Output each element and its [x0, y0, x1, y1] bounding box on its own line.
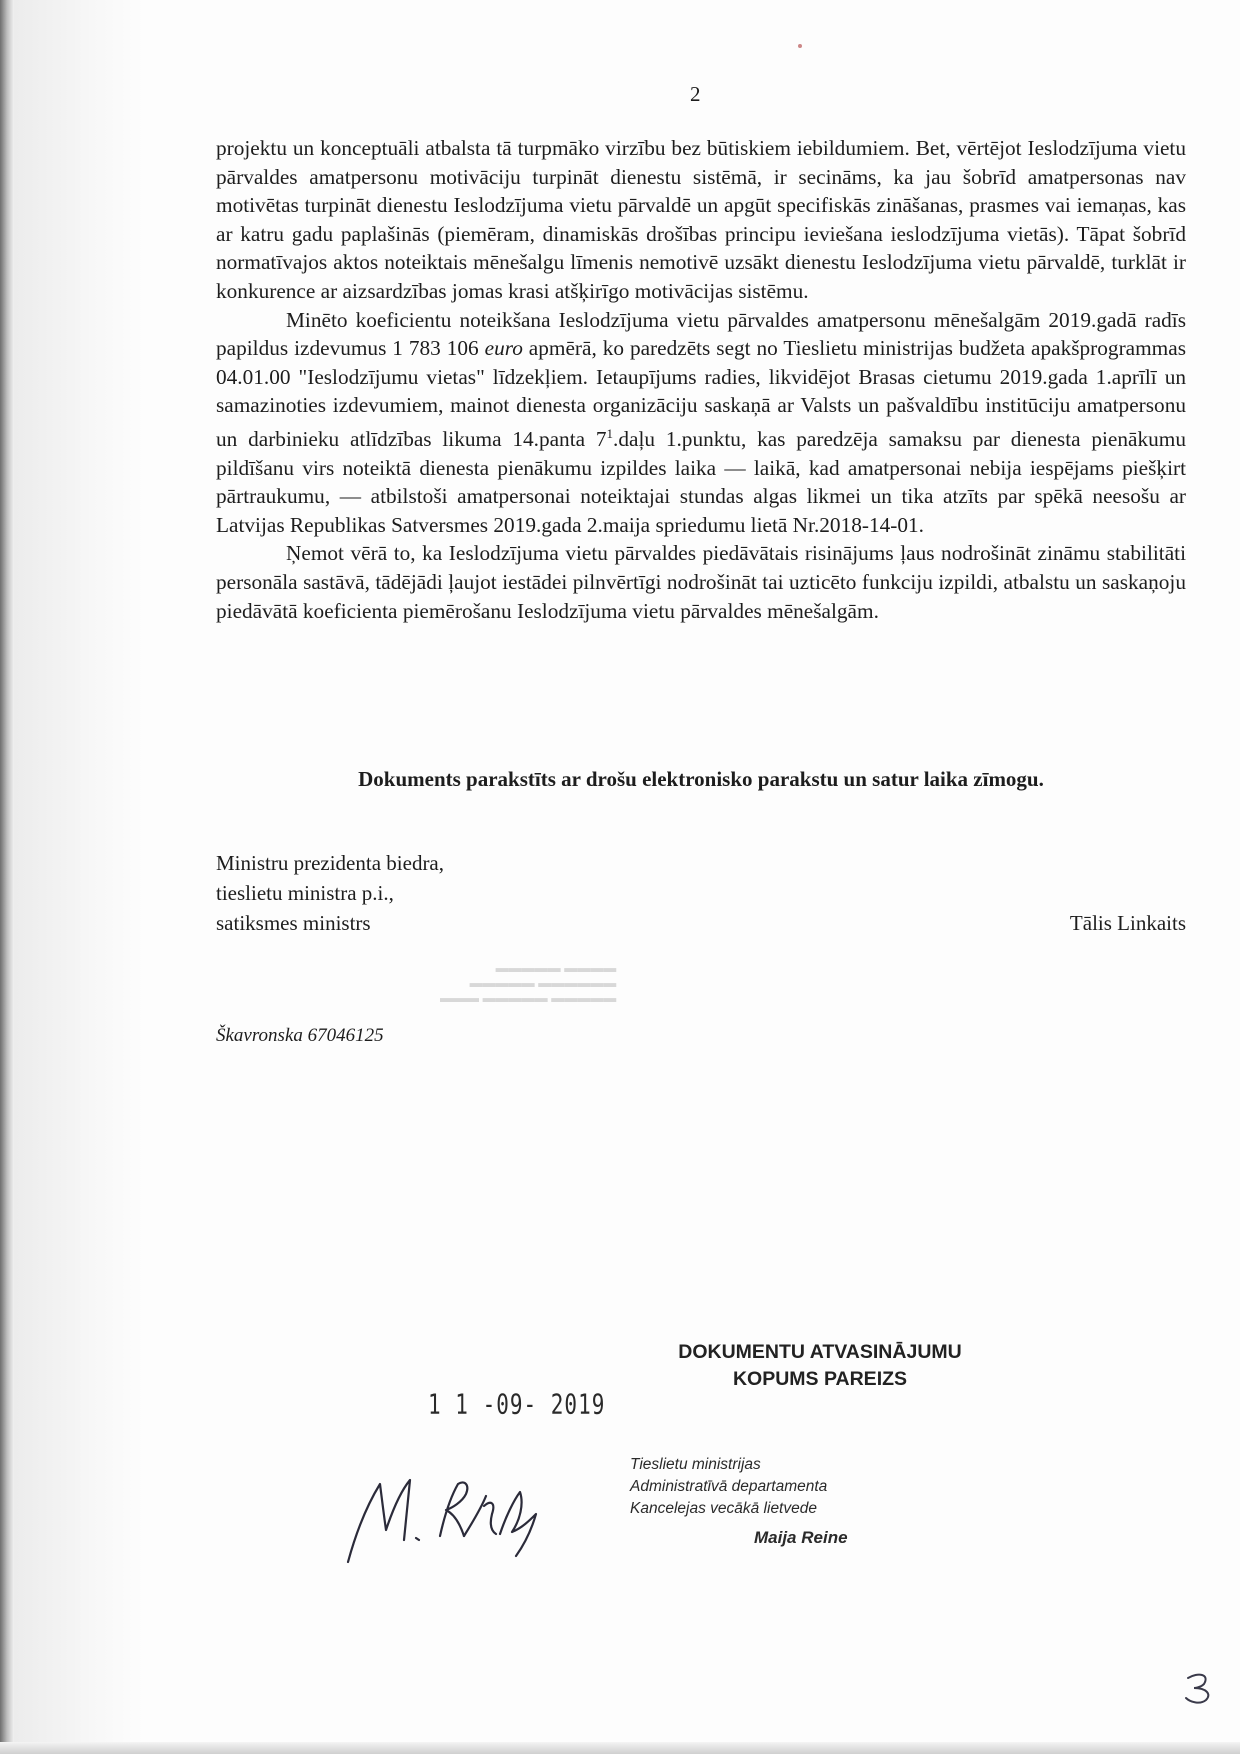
show-through-text: ▬▬▬▬ ▬▬▬▬▬ ▬▬▬▬▬▬ ▬▬▬▬▬ ▬▬▬▬▬ ▬▬▬▬▬ ▬▬▬	[440, 960, 617, 1005]
signer-position-line-3: satiksmes ministrs	[216, 911, 371, 935]
stamp-title-line-1: DOKUMENTU ATVASINĀJUMU	[678, 1341, 962, 1363]
page-number: 2	[690, 82, 701, 106]
scan-left-edge	[0, 0, 14, 1754]
electronic-signature-note: Dokuments parakstīts ar drošu elektronisko parakstu un satur laika zīmogu.	[358, 767, 1044, 791]
paragraph-2-part-b: apmērā, ko paredzēts segt no Tieslietu ministrijas budžeta apakšprogrammas 04.01.00 "Ieslodzījumu vietas" līdzekļiem. Ietaupījums radies, likvidējot Brasas cietumu 2019.gada 1.aprīlī un samazinoties izdevumiem, mainot dienesta organizāciju saskaņā ar Valsts un pašvaldību institūciju amatpersonu un darbinieku atlīdzības likuma 14.panta 7	[216, 336, 1186, 452]
contact-person: Škavronska 67046125	[216, 1025, 384, 1046]
currency-word: euro	[484, 336, 523, 361]
stamp-clerk-name: Maija Reine	[754, 1528, 848, 1547]
handwritten-page-mark	[1180, 1670, 1220, 1711]
paragraph-3: Ņemot vērā to, ka Ieslodzījuma vietu pārvaldes piedāvātais risinājums ļaus nodrošināt zināmu stabilitāti personāla sastāvā, tādējādi ļaujot iestādei pilnvērtīgi nodrošināt tai uzticēto funkciju izpildi, atbalstu un saskaņoju piedāvātā koeficienta piemērošanu Ieslodzījuma vietu pārvaldes mēnešalgām.	[216, 541, 1186, 623]
paragraph-2	[216, 306, 1186, 540]
scan-speck	[798, 44, 802, 48]
stamp-title-line-2: KOPUMS PAREIZS	[732, 1368, 908, 1390]
scan-shadow	[14, 0, 144, 1754]
stamp-line-2: Administratīvā departamenta	[630, 1478, 828, 1495]
stamp-line-3: Kancelejas vecākā lietvede	[630, 1500, 817, 1517]
signer-position-line-2: tieslietu ministra p.i.,	[216, 881, 394, 905]
paragraph-2-part-a: Minēto koeficientu noteikšana Ieslodzījuma vietu pārvaldes amatpersonu mēnešalgām 2019.gadā radīs papildus izdevumus 1 783 106	[216, 307, 1186, 361]
signer-position-line-1: Ministru prezidenta biedra,	[216, 851, 445, 875]
certification-stamp-title	[620, 1339, 1020, 1393]
paragraph-1: projektu un konceptuāli atbalsta tā turpmāko virzību bez būtiskiem iebildumiem. Bet, vērtējot Ieslodzījuma vietu pārvaldes amatpersonu motivāciju turpināt dienestu sistēmā, ir secināms, ka jau šobrīd amatpersonas nav motivētas turpināt dienestu Ieslodzījuma vietu pārvaldē un apgūt specifiskās zināšanas, prasmes vai iemaņas, kas ar katru gadu paplašinās (piemēram, dinamiskās drošības principu ieviešana ieslodzījuma vietās). Tāpat šobrīd normatīvajos aktos noteiktais mēnešalgu līmenis nemotivē uzsākt dienestu Ieslodzījuma vietu pārvaldē, turklāt ir konkurence ar aizsardzības jomas krasi atšķirīgo motivācijas sistēmu.	[216, 136, 1186, 303]
stamp-line-1: Tieslietu ministrijas	[630, 1456, 761, 1473]
signer-block	[216, 848, 1186, 938]
handwritten-signature	[340, 1470, 550, 1575]
paragraph-2-part-c: .daļu 1.punktu, kas paredzēja samaksu par dienesta pienākumu pildīšanu virs noteiktā dienesta pienākumu izpildes laika — laikā, kad amatpersonai nebija iespējams piešķirt pārtraukumu, — atbilstoši amatpersonai noteiktajai stundas algas likmei un tika atzīts par spēkā neesošu ar Latvijas Republikas Satversmes 2019.gada 2.maija spriedumu lietā Nr.2018-14-01.	[216, 427, 1186, 537]
scan-bottom-edge	[0, 1742, 1240, 1754]
signer-name: Tālis Linkaits	[1069, 911, 1186, 935]
letter-body	[216, 134, 1186, 625]
stamp-date: 1 1 -09- 2019	[428, 1389, 606, 1421]
stamp-organisation	[630, 1454, 827, 1520]
superscript-index: 1	[606, 425, 614, 441]
